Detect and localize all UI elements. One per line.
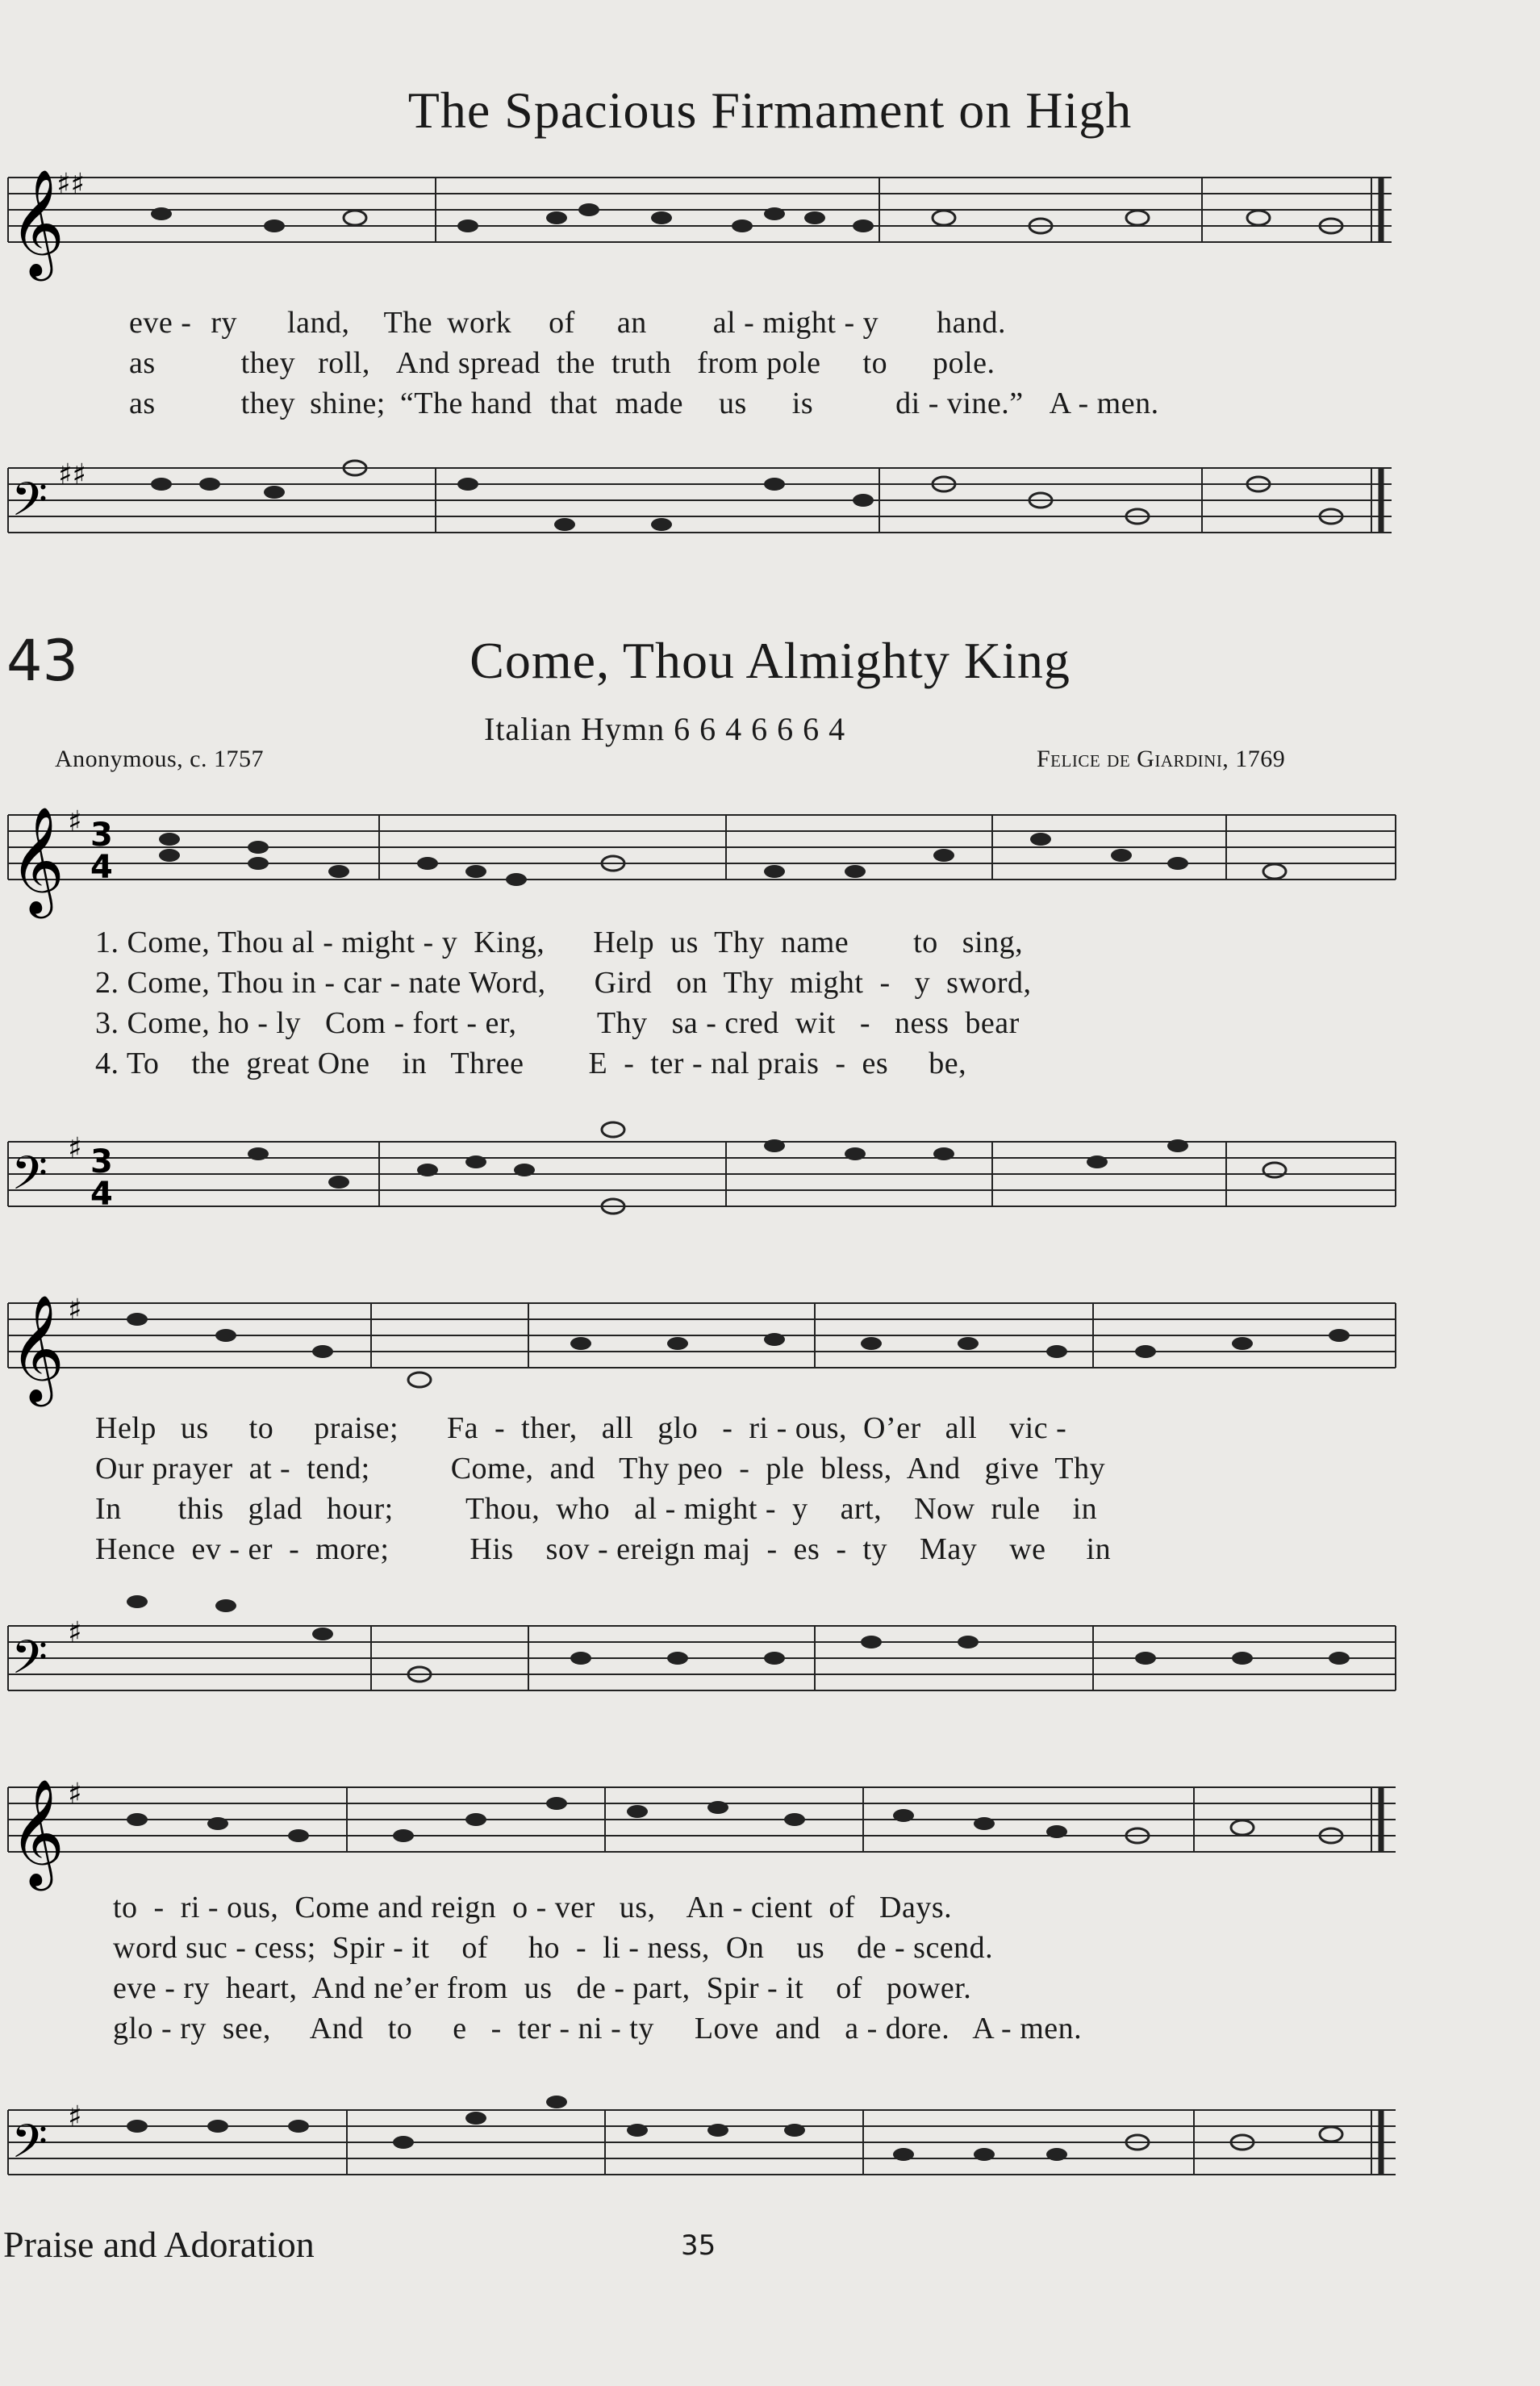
lyric-word: might xyxy=(762,306,837,340)
svg-text:𝄢: 𝄢 xyxy=(11,472,48,538)
svg-text:♯: ♯ xyxy=(68,805,82,838)
lyric-word: “The hand xyxy=(399,387,532,420)
tune-name: Italian Hymn 6 6 4 6 6 6 4 xyxy=(484,711,846,747)
svg-text:♯: ♯ xyxy=(68,1132,82,1165)
hymn-title: Come, Thou Almighty King xyxy=(470,632,1070,689)
svg-text:𝄢: 𝄢 xyxy=(11,2114,48,2180)
line1-verse1: 1. Come, Thou al - might - y King, Help us Thy name to sing, xyxy=(95,926,1024,959)
svg-text:♯: ♯ xyxy=(68,2100,82,2133)
lyric-word: - xyxy=(744,306,755,340)
lyric-word: shine; xyxy=(310,387,386,420)
line3-verse1: to - ri - ous, Come and reign o - ver us, An - cient of Days. xyxy=(113,1891,953,1924)
lyric-word: vine.” xyxy=(946,387,1024,420)
line2-verse4: Hence ev - er - more; His sov - ereign maj - es - ty May we in xyxy=(95,1532,1112,1566)
svg-text:3: 3 xyxy=(90,1143,113,1180)
lyric-word: made xyxy=(615,387,683,420)
lyric-word: land, xyxy=(287,306,350,340)
lyric-word: pole. xyxy=(933,346,995,380)
line3-verse2: word suc - cess; Spir - it of ho - li - ness, On us de - scend. xyxy=(113,1931,994,1965)
line1-verse2: 2. Come, Thou in - car - nate Word, Gird on Thy might - y sword, xyxy=(95,966,1032,1000)
lyric-word: from pole xyxy=(697,346,821,380)
svg-text:𝄞: 𝄞 xyxy=(10,806,65,914)
lyric-word: as xyxy=(129,346,156,380)
svg-text:𝄞: 𝄞 xyxy=(10,1778,65,1887)
svg-text:♯: ♯ xyxy=(68,1293,82,1327)
text-author: Anonymous, c. 1757 xyxy=(55,746,264,772)
lyric-word: roll, xyxy=(318,346,370,380)
lyric-word: that xyxy=(549,387,598,420)
lyric-word: ry xyxy=(211,306,238,340)
lyric-word: - xyxy=(844,306,855,340)
page-number: 35 xyxy=(681,2229,716,2262)
lyric-word: they xyxy=(240,346,296,380)
line2-verse1: Help us to praise; Fa - ther, all glo - ri - ous, O’er all vic - xyxy=(95,1411,1067,1445)
lyric-word: they xyxy=(240,387,296,420)
line1-verse4: 4. To the great One in Three E - ter - nal prais - es be, xyxy=(95,1047,967,1080)
lyric-word: truth xyxy=(611,346,672,380)
lyric-word: of xyxy=(549,306,575,340)
svg-text:4: 4 xyxy=(90,849,113,886)
lyric-word: hand. xyxy=(937,306,1007,340)
svg-text:3: 3 xyxy=(90,817,113,854)
svg-text:𝄢: 𝄢 xyxy=(11,1630,48,1696)
lyric-word: The xyxy=(383,306,433,340)
lyric-word: A - men. xyxy=(1049,387,1159,420)
lyric-word: And spread xyxy=(395,346,540,380)
lyric-word: the xyxy=(557,346,595,380)
lyric-word: us xyxy=(718,387,747,420)
svg-text:𝄢: 𝄢 xyxy=(11,1146,48,1212)
lyric-word: an xyxy=(616,306,647,340)
svg-text:♯: ♯ xyxy=(68,1616,82,1649)
svg-text:4: 4 xyxy=(90,1176,113,1213)
svg-text:♯♯: ♯♯ xyxy=(58,458,86,491)
lyric-word: to xyxy=(862,346,888,380)
lyric-word: al xyxy=(712,306,737,340)
svg-text:𝄞: 𝄞 xyxy=(10,169,65,277)
line1-verse3: 3. Come, ho - ly Com - fort - er, Thy sa - cred wit - ness bear xyxy=(95,1006,1020,1040)
section-label: Praise and Adoration xyxy=(3,2224,315,2265)
svg-text:♯: ♯ xyxy=(68,1778,82,1811)
line3-verse4: glo - ry see, And to e - ter - ni - ty Love and a - dore. A - men. xyxy=(113,2012,1083,2045)
lyric-word: is xyxy=(791,387,814,420)
line2-verse2: Our prayer at - tend; Come, and Thy peo - ple bless, And give Thy xyxy=(95,1452,1106,1486)
lyric-word: y xyxy=(862,306,879,340)
lyric-word: di xyxy=(895,387,920,420)
lyric-word: eve xyxy=(129,306,173,340)
lyric-word: as xyxy=(129,387,156,420)
line3-verse3: eve - ry heart, And ne’er from us de - part, Spir - it of power. xyxy=(113,1971,972,2005)
lyric-word: work xyxy=(447,306,512,340)
composer: Felice de Giardini, 1769 xyxy=(1037,746,1286,772)
lyric-word: - xyxy=(181,306,192,340)
svg-text:𝄞: 𝄞 xyxy=(10,1294,65,1402)
top-hymn-title: The Spacious Firmament on High xyxy=(407,81,1133,139)
lyric-word: - xyxy=(928,387,939,420)
hymn-number: 43 xyxy=(6,628,79,694)
svg-text:♯♯: ♯♯ xyxy=(56,168,85,201)
line2-verse3: In this glad hour; Thou, who al - might - y art, Now rule in xyxy=(95,1492,1098,1526)
